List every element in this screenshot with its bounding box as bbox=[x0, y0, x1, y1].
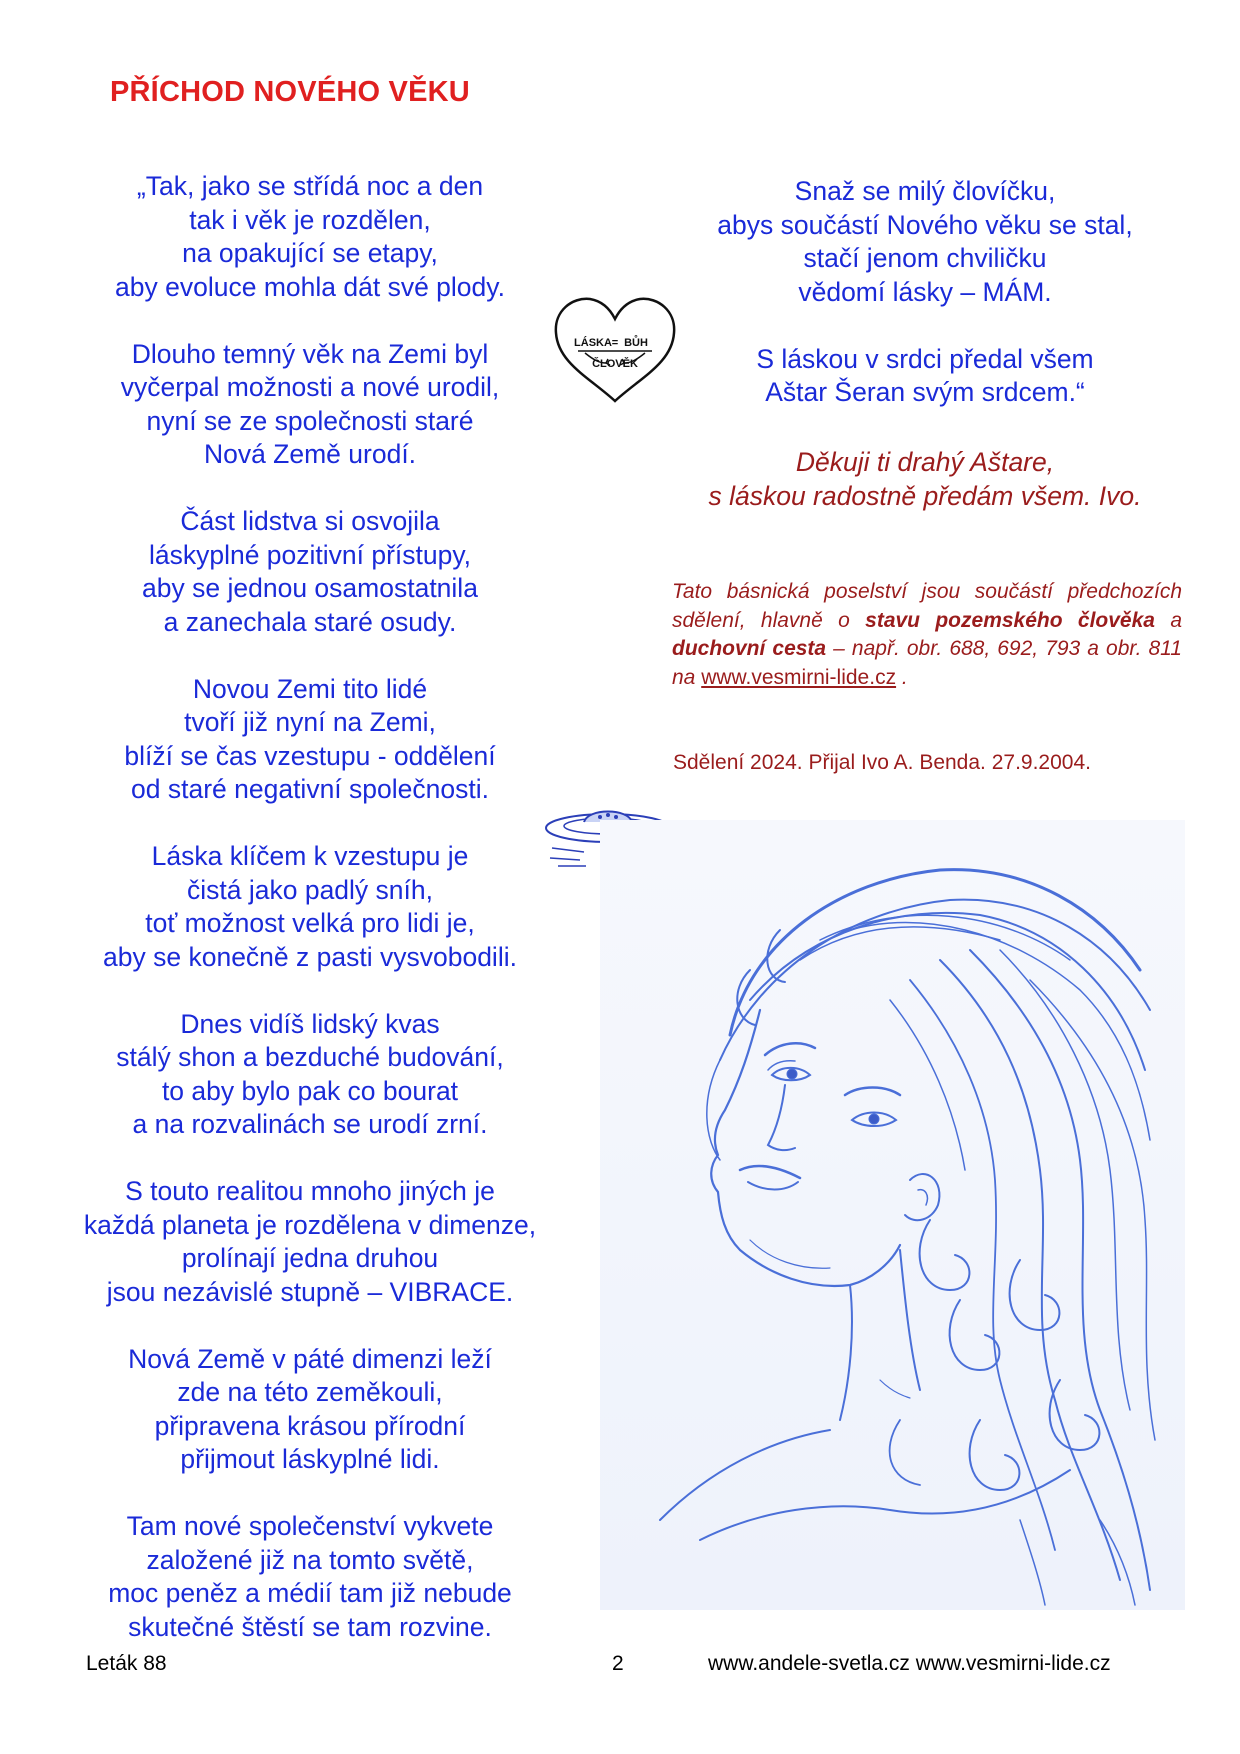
verse-line: nyní se ze společnosti staré bbox=[146, 405, 474, 436]
verse-line: Dnes vidíš lidský kvas bbox=[180, 1008, 440, 1039]
verse-line: Dlouho temný věk na Zemi byl bbox=[131, 338, 489, 369]
heart-logo-text: LÁSKA bbox=[574, 337, 612, 349]
verse-line: zde na této zeměkouli, bbox=[177, 1377, 443, 1407]
note-bold: duchovní cesta bbox=[672, 637, 827, 660]
verse-line: Snaž se milý človíčku, bbox=[794, 176, 1056, 206]
verse-line: Novou Zemi tito lidé bbox=[192, 673, 428, 704]
verse-line: blíží se čas vzestupu - oddělení bbox=[124, 740, 496, 771]
stanza bbox=[55, 1510, 565, 1644]
source-line: Sdělení 2024. Přijal Ivo A. Benda. 27.9.2004. bbox=[673, 751, 1091, 774]
verse-line: aby se konečně z pasti vysvobodili. bbox=[103, 941, 517, 972]
footer-page-number: 2 bbox=[612, 1652, 624, 1675]
verse-line: to aby bylo pak co bourat bbox=[161, 1075, 459, 1106]
verse-line: Láska klíčem k vzestupu je bbox=[151, 841, 469, 871]
verse-line: Aštar Šeran svým srdcem.“ bbox=[765, 377, 1085, 407]
thanks-text bbox=[655, 445, 1195, 513]
verse-line: vyčerpal možnosti a nové urodil, bbox=[120, 372, 500, 402]
verse-line: Nová Země v páté dimenzi leží bbox=[128, 1343, 492, 1374]
verse-line: aby se jednou osamostatnila bbox=[142, 573, 478, 603]
website-link[interactable]: www.vesmirni-lide.cz bbox=[701, 665, 897, 689]
verse-line: vědomí lásky – MÁM. bbox=[798, 276, 1052, 307]
stanza bbox=[655, 343, 1195, 410]
note-paragraph bbox=[672, 578, 1182, 692]
verse-line: přijmout láskyplné lidi. bbox=[180, 1444, 440, 1474]
verse-line: stálý shon a bezduché budování, bbox=[116, 1042, 504, 1072]
note-text: a bbox=[1154, 608, 1182, 632]
verse-line: připravena krásou přírodní bbox=[154, 1410, 466, 1441]
verse-line: stačí jenom chviličku bbox=[803, 243, 1047, 273]
verse-line: tvoří již nyní na Zemi, bbox=[184, 707, 436, 737]
footer-leaflet-number: Leták 88 bbox=[86, 1652, 167, 1675]
verse-line: abys součástí Nového věku se stal, bbox=[717, 209, 1133, 240]
note-text: – např. obr. 688, 692, 793 a obr. 811 na bbox=[672, 637, 1182, 689]
stanza bbox=[55, 673, 565, 807]
stanza bbox=[55, 840, 565, 974]
stanza bbox=[55, 505, 565, 639]
stanza bbox=[655, 175, 1195, 309]
portrait-sketch bbox=[600, 820, 1185, 1610]
verse-line: od staré negativní společnosti. bbox=[131, 774, 489, 804]
verse-line: tak i věk je rozdělen, bbox=[189, 204, 431, 235]
page-title: PŘÍCHOD NOVÉHO VĚKU bbox=[110, 76, 470, 108]
verse-line: prolínají jedna druhou bbox=[181, 1243, 439, 1273]
stanza bbox=[55, 1175, 565, 1309]
verse-line: jsou nezávislé stupně – VIBRACE. bbox=[106, 1276, 514, 1307]
stanza bbox=[55, 170, 565, 304]
poem-left bbox=[55, 170, 565, 1678]
verse-line: každá planeta je rozdělena v dimenze, bbox=[83, 1209, 537, 1240]
verse-line: a na rozvalinách se urodí zrní. bbox=[132, 1109, 488, 1139]
note-text: . bbox=[896, 665, 908, 689]
verse-line: toť možnost velká pro lidi je, bbox=[145, 908, 475, 938]
verse-line: založené již na tomto světě, bbox=[146, 1544, 474, 1575]
stanza bbox=[55, 338, 565, 472]
note-bold: stavu pozemského člověka bbox=[865, 608, 1155, 632]
verse-line: na opakující se etapy, bbox=[182, 238, 438, 268]
thanks-line: s láskou radostně předám všem. Ivo. bbox=[708, 481, 1142, 511]
verse-line: čistá jako padlý sníh, bbox=[187, 874, 433, 905]
verse-line: moc peněz a médií tam již nebude bbox=[108, 1578, 512, 1608]
stanza bbox=[55, 1008, 565, 1142]
verse-line: Část lidstva si osvojila bbox=[180, 506, 440, 536]
verse-line: S láskou v srdci předal všem bbox=[756, 343, 1094, 374]
heart-logo-text: = bbox=[611, 337, 619, 349]
heart-logo-text: ČLOVĚK bbox=[592, 358, 638, 370]
heart-logo-text: BŮH bbox=[624, 337, 648, 349]
verse-line: skutečné štěstí se tam rozvine. bbox=[128, 1611, 492, 1642]
verse-line: „Tak, jako se střídá noc a den bbox=[136, 171, 484, 201]
verse-line: aby evoluce mohla dát své plody. bbox=[115, 271, 505, 302]
verse-line: S touto realitou mnoho jiných je bbox=[125, 1176, 495, 1206]
verse-line: Tam nové společenství vykvete bbox=[126, 1511, 494, 1541]
verse-line: Nová Země urodí. bbox=[203, 439, 417, 469]
footer-websites: www.andele-svetla.cz www.vesmirni-lide.cz bbox=[708, 1652, 1111, 1675]
note-text: Tato básnická poselství jsou součástí předchozích sdělení, hlavně o bbox=[672, 580, 1182, 632]
thanks-line: Děkuji ti drahý Aštare, bbox=[795, 447, 1055, 477]
stanza bbox=[55, 1343, 565, 1477]
verse-line: a zanechala staré osudy. bbox=[163, 606, 457, 637]
verse-line: láskyplné pozitivní přístupy, bbox=[148, 539, 472, 570]
poem-right bbox=[655, 175, 1195, 443]
